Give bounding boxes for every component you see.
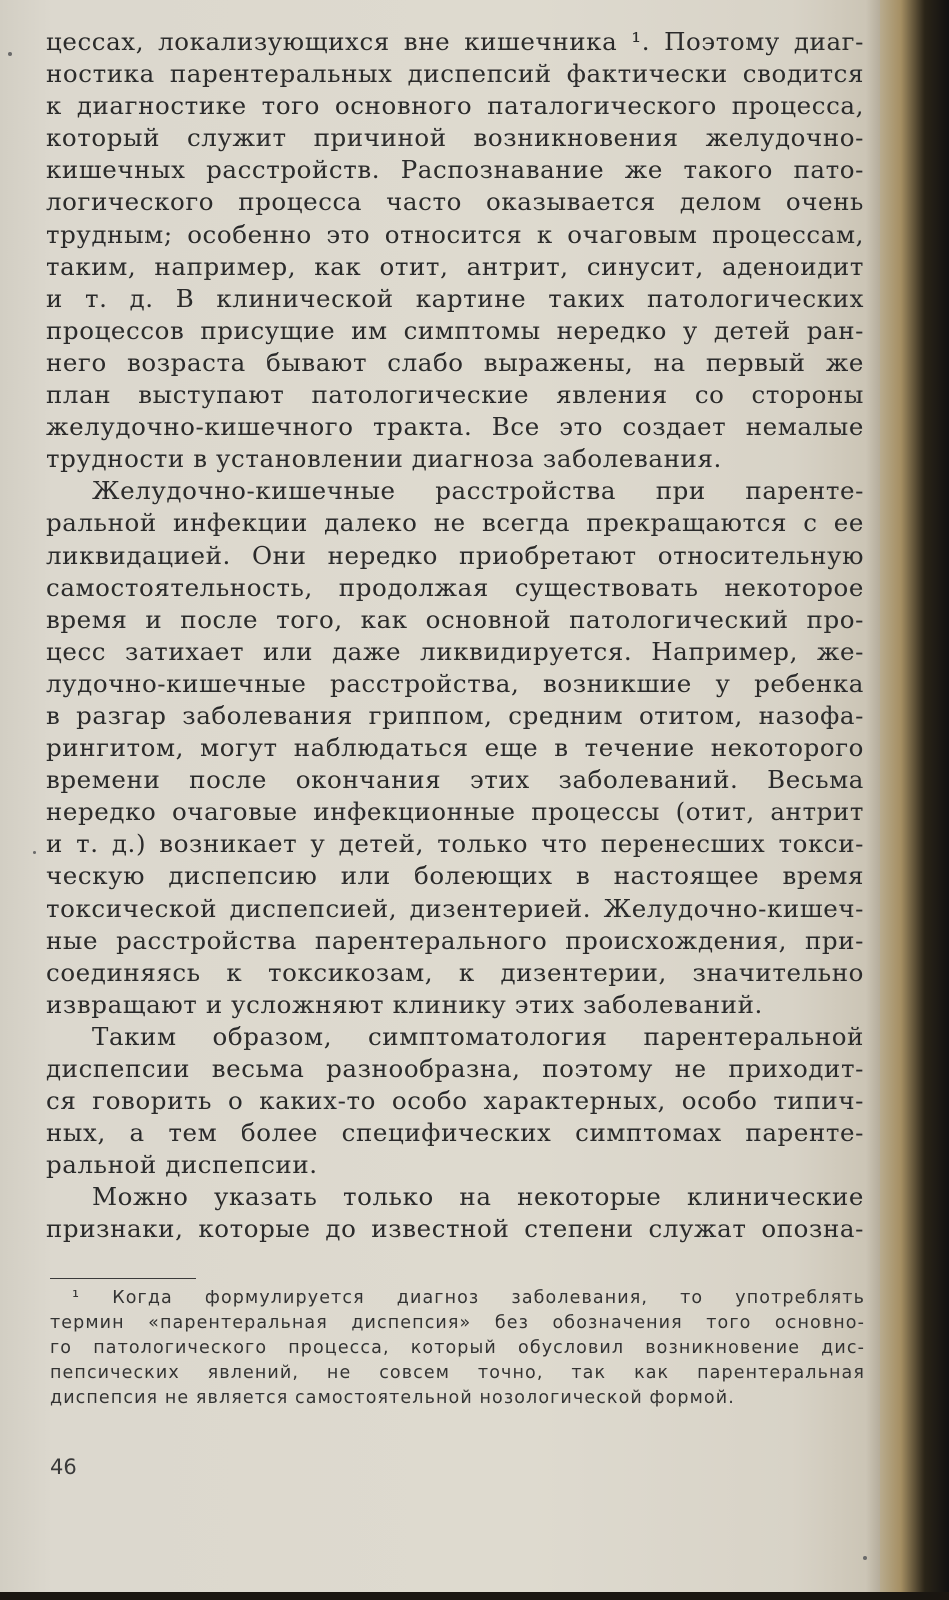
scan-speck: [8, 52, 12, 56]
footnote-line: ¹ Когда формулируется диагноз заболевания, то употреблять: [72, 1288, 865, 1308]
text-line: и т. д. В клинической картине таких патологических: [46, 283, 864, 313]
text-line: него возраста бывают слабо выражены, на первый же: [46, 347, 864, 377]
footnote-line: термин «парентеральная диспепсия» без обозначения того основно-: [50, 1313, 865, 1333]
text-line: трудным; особенно это относится к очаговым процессам,: [46, 219, 864, 249]
footnote-line: пепсических явлений, не совсем точно, так как парентеральная: [50, 1363, 865, 1383]
text-line: диспепсии весьма разнообразна, поэтому не приходит-: [46, 1054, 864, 1083]
footnote: [50, 1286, 865, 1411]
text-line: ностика парентеральных диспепсий фактически сводится: [46, 59, 864, 89]
text-line: ликвидацией. Они нередко приобретают относительную: [46, 540, 864, 570]
text-line: соединяясь к токсикозам, к дизентерии, значительно: [46, 957, 864, 987]
text-line: ся говорить о каких-то особо характерных, особо типич-: [46, 1086, 864, 1116]
text-line: лудочно-кишечные расстройства, возникшие у ребенка: [46, 668, 864, 698]
text-line: желудочно-кишечного тракта. Все это создает немалые: [46, 412, 864, 442]
book-gutter: [880, 0, 949, 1600]
text-line: ральной инфекции далеко не всегда прекращаются с ее: [46, 508, 864, 538]
footnote-line: диспепсия не является самостоятельной нозологической формой.: [50, 1388, 735, 1408]
footnote-line: го патологического процесса, который обусловил возникновение дис-: [50, 1338, 865, 1358]
text-line: в разгар заболевания гриппом, средним отитом, назофа-: [46, 700, 864, 730]
text-line: к диагностике того основного паталогического процесса,: [46, 91, 864, 121]
text-line: Можно указать только на некоторые клинические: [92, 1182, 864, 1212]
text-line: признаки, которые до известной степени служат опозна-: [46, 1214, 864, 1244]
text-line: нередко очаговые инфекционные процессы (отит, антрит: [46, 797, 864, 827]
body-text: [46, 26, 864, 1246]
text-line: извращают и усложняют клинику этих заболеваний.: [46, 989, 763, 1019]
scan-speck: [33, 851, 36, 854]
text-line: ческую диспепсию или болеющих в настоящее время: [46, 861, 864, 891]
text-line: рингитом, могут наблюдаться еще в течение некоторого: [46, 733, 864, 763]
text-line: Желудочно-кишечные расстройства при паренте-: [92, 476, 864, 506]
text-line: и т. д.) возникает у детей, только что перенесших токси-: [46, 829, 864, 859]
footnote-divider: [50, 1278, 196, 1279]
scan-bottom-edge: [0, 1592, 949, 1600]
text-line: ных, а тем более специфических симптомах паренте-: [46, 1118, 864, 1148]
text-line: кишечных расстройств. Распознавание же такого пато-: [46, 155, 864, 185]
text-line: таким, например, как отит, антрит, синусит, аденоидит: [46, 251, 864, 281]
text-line: ные расстройства парентерального происхождения, при-: [46, 925, 864, 955]
text-line: времени после окончания этих заболеваний. Весьма: [46, 765, 864, 795]
text-line: процессов присущие им симптомы нередко у детей ран-: [46, 315, 864, 345]
text-line: ральной диспепсии.: [46, 1150, 318, 1180]
text-line: трудности в установлении диагноза заболевания.: [46, 444, 722, 474]
text-line: цесс затихает или даже ликвидируется. Например, же-: [46, 636, 864, 666]
text-line: который служит причиной возникновения желудочно-: [46, 123, 864, 153]
text-line: план выступают патологические явления со стороны: [46, 380, 864, 410]
text-line: токсической диспепсией, дизентерией. Желудочно-кишеч-: [46, 893, 864, 923]
scan-speck: [863, 1556, 867, 1560]
text-line: логического процесса часто оказывается делом очень: [46, 187, 864, 217]
text-line: цессах, локализующихся вне кишечника ¹. Поэтому диаг-: [46, 27, 864, 56]
page-number: 46: [50, 1455, 77, 1479]
text-line: время и после того, как основной патологический про-: [46, 604, 864, 634]
text-line: Таким образом, симптоматология парентеральной: [92, 1021, 864, 1051]
text-line: самостоятельность, продолжая существовать некоторое: [46, 572, 864, 602]
